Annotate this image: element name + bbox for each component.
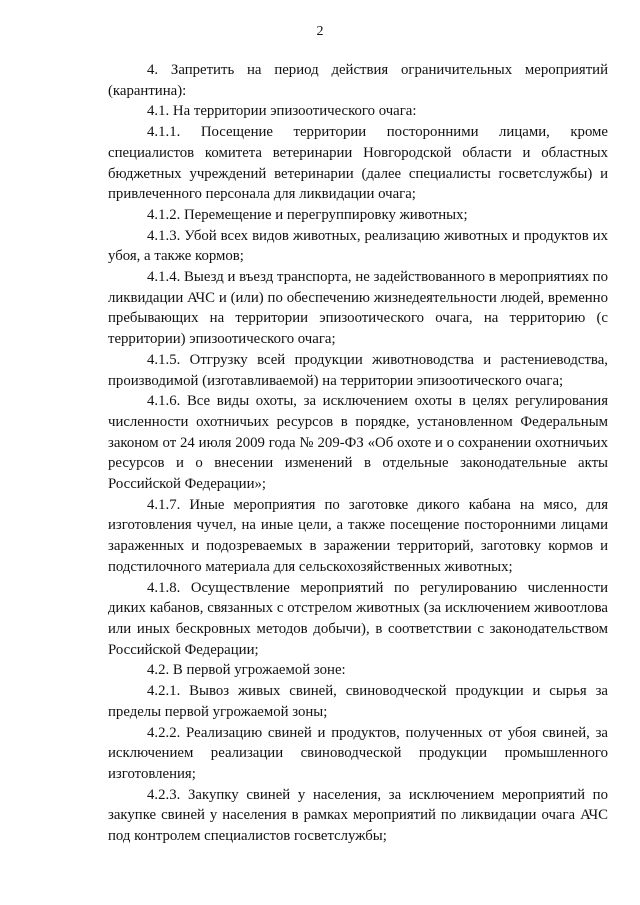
paragraph-4-1-2: 4.1.2. Перемещение и перегруппировку животных; bbox=[147, 206, 468, 223]
paragraph-4-2-3: 4.2.3. Закупку свиней у населения, за исключением мероприятий по закупке свиней у населения в рамках мероприятий по ликвидации очага АЧС под контролем специалистов госветслужбы; bbox=[108, 786, 608, 845]
paragraph-4-2-2: 4.2.2. Реализацию свиней и продуктов, полученных от убоя свиней, за исключением реализации свиноводческой продукции промышленного изготовления; bbox=[108, 724, 608, 782]
document-body bbox=[108, 60, 608, 847]
page-number: 2 bbox=[316, 24, 324, 39]
paragraph-4-1-6: 4.1.6. Все виды охоты, за исключением охоты в целях регулирования численности охотничьих ресурсов в порядке, установленном Федеральным законом от 24 июля 2009 года № 209-ФЗ «Об охоте и о сохранении охотничьих ресурсов и о внесении изменений в отдельные законодательные акты Российской Федерации»; bbox=[108, 393, 608, 493]
paragraph-4-1-5: 4.1.5. Отгрузку всей продукции животноводства и растениеводства, производимой (изготавливаемой) на территории эпизоотического очага; bbox=[108, 351, 608, 389]
paragraph-4-1-8: 4.1.8. Осуществление мероприятий по регулированию численности диких кабанов, связанных с отстрелом животных (за исключением живоотлова или иных бескровных методов добычи), в соответствии с законодательством Российской Федерации; bbox=[108, 579, 608, 658]
paragraph-4-1-4: 4.1.4. Выезд и въезд транспорта, не задействованного в мероприятиях по ликвидации АЧС и (или) по обеспечению жизнедеятельности людей, временно пребывающих на территории эпизоотического очага, на территорию (с территории) эпизоотического очага; bbox=[108, 269, 608, 348]
paragraph-4-2: 4.2. В первой угрожаемой зоне: bbox=[147, 662, 346, 679]
paragraph-4-2-1: 4.2.1. Вывоз живых свиней, свиноводческой продукции и сырья за пределы первой угрожаемой зоны; bbox=[108, 683, 608, 720]
paragraph-4-1-3: 4.1.3. Убой всех видов животных, реализацию животных и продуктов их убоя, а также кормов; bbox=[108, 227, 608, 265]
paragraph-4-1-1: 4.1.1. Посещение территории посторонними лицами, кроме специалистов комитета ветеринарии Новгородской области и областных бюджетных учреждений ветеринарии (далее специалисты госветслужбы) и привлеченного персонала для ликвидации очага; bbox=[108, 124, 608, 203]
paragraph-4: 4. Запретить на период действия ограничительных мероприятий (карантина): bbox=[108, 62, 608, 99]
paragraph-4-1: 4.1. На территории эпизоотического очага: bbox=[147, 103, 417, 120]
paragraph-4-1-7: 4.1.7. Иные мероприятия по заготовке дикого кабана на мясо, для изготовления чучел, на иные цели, а также посещение посторонними лицами зараженных и подозреваемых в заражении территорий, заготовку кормов и подстилочного материала для сельскохозяйственных животных; bbox=[108, 496, 608, 575]
